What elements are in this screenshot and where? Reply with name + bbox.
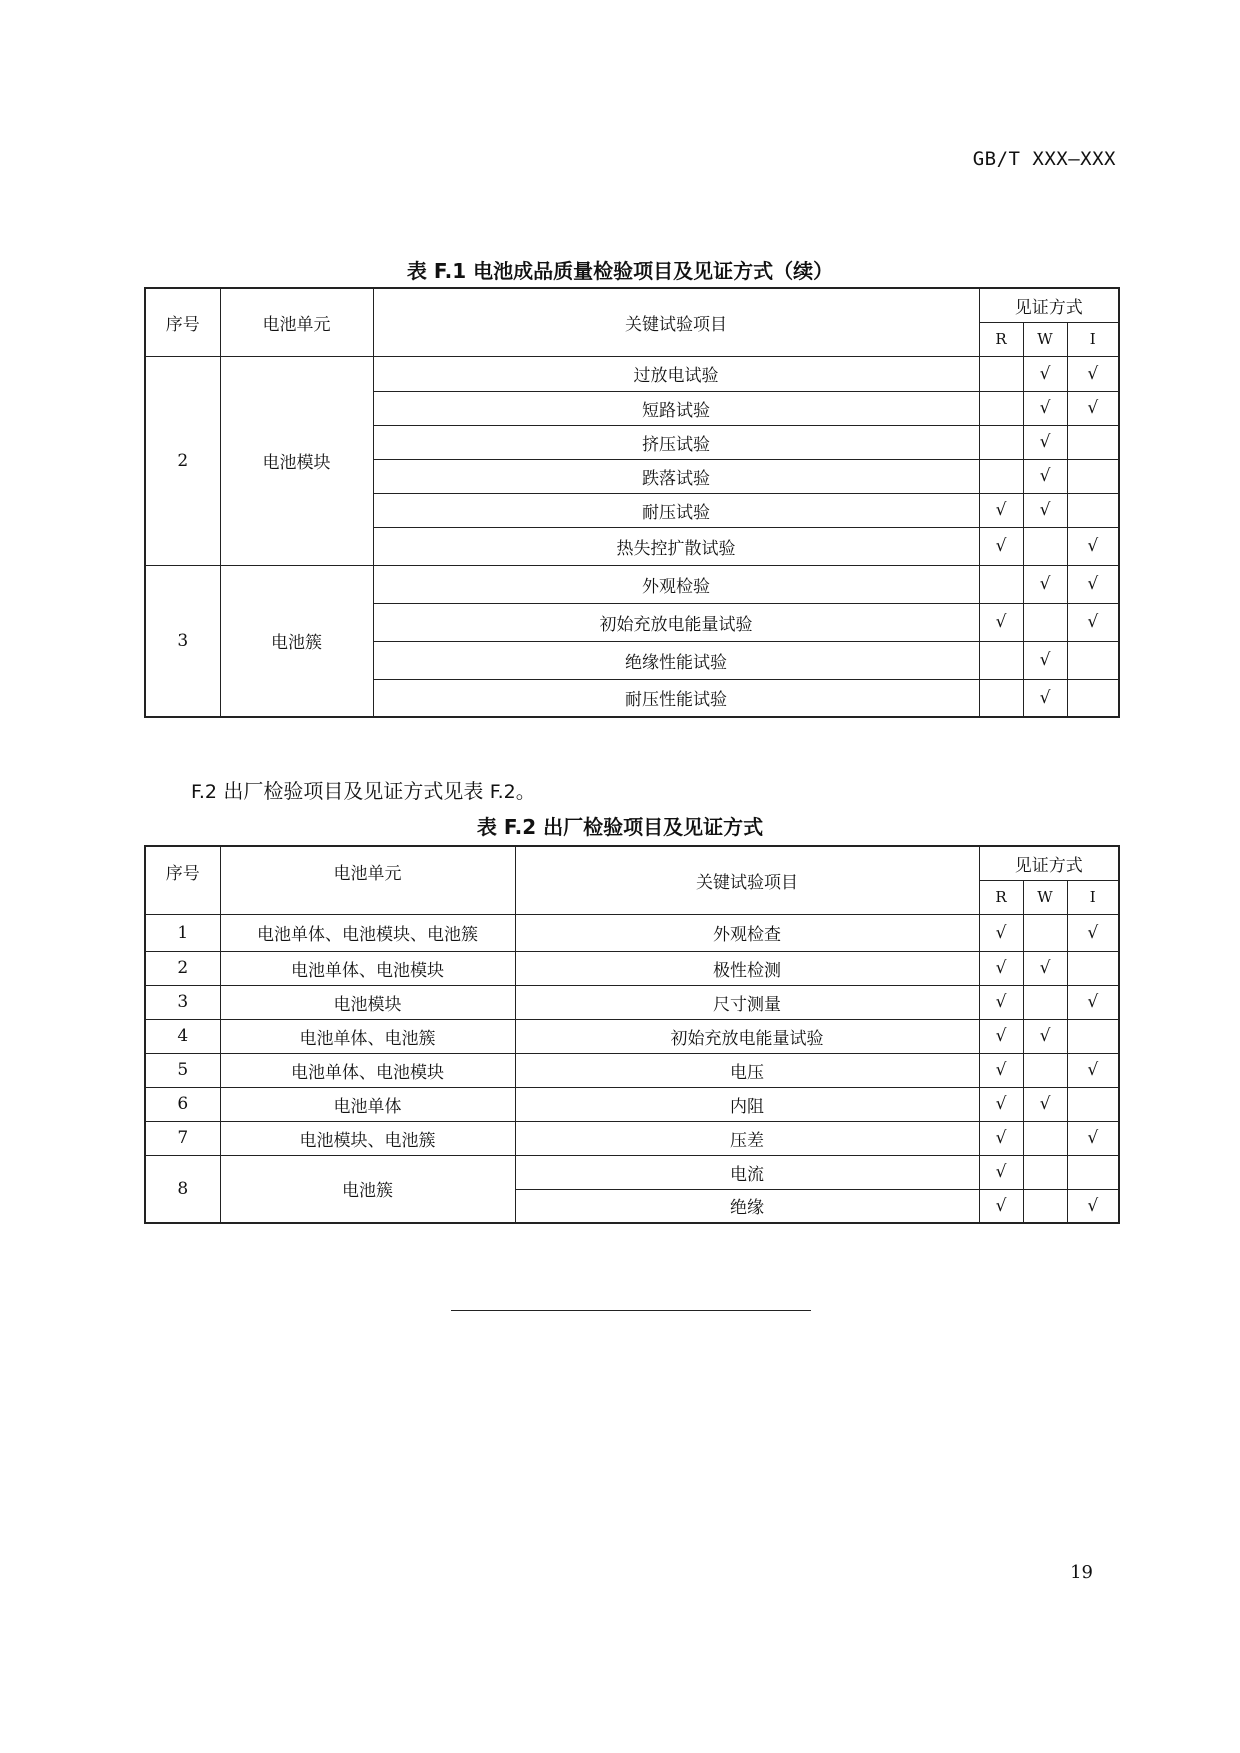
table-row	[145, 356, 1119, 391]
i-check-cell	[1067, 1019, 1119, 1053]
i-check-cell	[1067, 951, 1119, 985]
seq-cell: 4	[145, 1019, 220, 1053]
table-row	[145, 1019, 1119, 1053]
document-code: GB/T XXX—XXX	[972, 148, 1116, 170]
w-check-cell	[1023, 914, 1067, 951]
i-check-cell: √	[1067, 914, 1119, 951]
i-check-cell	[1067, 1155, 1119, 1189]
w-check-cell	[1023, 985, 1067, 1019]
section-f2-paragraph	[191, 775, 536, 804]
seq-cell: 6	[145, 1087, 220, 1121]
w-check-cell	[1023, 527, 1067, 565]
i-check-cell: √	[1067, 391, 1119, 425]
item-cell: 内阻	[515, 1087, 979, 1121]
r-check-cell	[979, 565, 1023, 603]
r-check-cell	[979, 459, 1023, 493]
seq-cell: 3	[145, 565, 220, 717]
r-check-cell	[979, 641, 1023, 679]
seq-cell: 2	[145, 356, 220, 565]
header-item: 关键试验项目	[515, 846, 979, 914]
i-check-cell	[1067, 459, 1119, 493]
w-check-cell: √	[1023, 356, 1067, 391]
paragraph-text: 出厂检验项目及见证方式见表	[217, 779, 490, 803]
unit-cell: 电池簇	[220, 1155, 515, 1223]
header-witness: 见证方式	[979, 846, 1119, 880]
i-check-cell: √	[1067, 603, 1119, 641]
table-row	[145, 1155, 1119, 1189]
item-cell: 外观检查	[515, 914, 979, 951]
i-check-cell	[1067, 493, 1119, 527]
table-row	[145, 985, 1119, 1019]
seq-cell: 2	[145, 951, 220, 985]
table-f2	[144, 845, 1120, 1224]
header-w: W	[1023, 322, 1067, 356]
w-check-cell: √	[1023, 1019, 1067, 1053]
section-number: F.2	[191, 781, 218, 803]
item-cell: 跌落试验	[373, 459, 979, 493]
w-check-cell	[1023, 1053, 1067, 1087]
r-check-cell: √	[979, 603, 1023, 641]
header-i: I	[1067, 322, 1119, 356]
seq-cell: 8	[145, 1155, 220, 1223]
unit-cell: 电池模块	[220, 985, 515, 1019]
item-cell: 绝缘性能试验	[373, 641, 979, 679]
w-check-cell: √	[1023, 1087, 1067, 1121]
item-cell: 挤压试验	[373, 425, 979, 459]
w-check-cell: √	[1023, 641, 1067, 679]
w-check-cell: √	[1023, 459, 1067, 493]
r-check-cell	[979, 679, 1023, 717]
w-check-cell: √	[1023, 391, 1067, 425]
w-check-cell: √	[1023, 425, 1067, 459]
header-seq: 序号	[145, 846, 220, 914]
unit-cell: 电池单体、电池模块	[220, 951, 515, 985]
w-check-cell: √	[1023, 565, 1067, 603]
i-check-cell: √	[1067, 356, 1119, 391]
i-check-cell	[1067, 1087, 1119, 1121]
r-check-cell: √	[979, 951, 1023, 985]
unit-cell: 电池单体、电池模块、电池簇	[220, 914, 515, 951]
seq-cell: 1	[145, 914, 220, 951]
seq-cell: 5	[145, 1053, 220, 1087]
i-check-cell: √	[1067, 1121, 1119, 1155]
item-cell: 过放电试验	[373, 356, 979, 391]
item-cell: 压差	[515, 1121, 979, 1155]
r-check-cell: √	[979, 1019, 1023, 1053]
table-f1-caption: 表 F.1 电池成品质量检验项目及见证方式（续）	[406, 259, 834, 283]
header-r: R	[979, 880, 1023, 914]
w-check-cell	[1023, 1155, 1067, 1189]
r-check-cell	[979, 356, 1023, 391]
r-check-cell	[979, 425, 1023, 459]
header-unit: 电池单元	[220, 846, 515, 914]
seq-cell: 7	[145, 1121, 220, 1155]
unit-cell: 电池簇	[220, 565, 373, 717]
item-cell: 尺寸测量	[515, 985, 979, 1019]
header-item: 关键试验项目	[373, 288, 979, 356]
item-cell: 极性检测	[515, 951, 979, 985]
r-check-cell: √	[979, 1189, 1023, 1223]
table-row	[145, 1087, 1119, 1121]
table-row	[145, 951, 1119, 985]
item-cell: 绝缘	[515, 1189, 979, 1223]
item-cell: 电压	[515, 1053, 979, 1087]
i-check-cell: √	[1067, 1189, 1119, 1223]
seq-cell: 3	[145, 985, 220, 1019]
r-check-cell: √	[979, 1087, 1023, 1121]
table-f1-body	[145, 288, 1119, 717]
r-check-cell: √	[979, 1053, 1023, 1087]
table-f2-body	[145, 846, 1119, 1223]
w-check-cell	[1023, 1121, 1067, 1155]
item-cell: 短路试验	[373, 391, 979, 425]
unit-cell: 电池单体、电池簇	[220, 1019, 515, 1053]
w-check-cell	[1023, 1189, 1067, 1223]
table-row	[145, 914, 1119, 951]
r-check-cell: √	[979, 985, 1023, 1019]
r-check-cell	[979, 391, 1023, 425]
w-check-cell: √	[1023, 493, 1067, 527]
r-check-cell: √	[979, 493, 1023, 527]
table-reference: F.2	[489, 781, 516, 803]
table-row	[145, 1053, 1119, 1087]
r-check-cell: √	[979, 914, 1023, 951]
end-rule	[451, 1310, 811, 1311]
r-check-cell: √	[979, 1121, 1023, 1155]
item-cell: 外观检验	[373, 565, 979, 603]
item-cell: 电流	[515, 1155, 979, 1189]
header-i: I	[1067, 880, 1119, 914]
i-check-cell	[1067, 679, 1119, 717]
i-check-cell: √	[1067, 527, 1119, 565]
w-check-cell: √	[1023, 951, 1067, 985]
item-cell: 耐压性能试验	[373, 679, 979, 717]
page-number: 19	[1070, 1562, 1093, 1583]
header-w: W	[1023, 880, 1067, 914]
header-row	[145, 288, 1119, 322]
header-row	[145, 846, 1119, 880]
header-witness: 见证方式	[979, 288, 1119, 322]
w-check-cell	[1023, 603, 1067, 641]
table-row	[145, 565, 1119, 603]
item-cell: 热失控扩散试验	[373, 527, 979, 565]
item-cell: 耐压试验	[373, 493, 979, 527]
table-f1	[144, 287, 1120, 718]
i-check-cell: √	[1067, 565, 1119, 603]
i-check-cell: √	[1067, 985, 1119, 1019]
item-cell: 初始充放电能量试验	[515, 1019, 979, 1053]
item-cell: 初始充放电能量试验	[373, 603, 979, 641]
unit-cell: 电池单体、电池模块	[220, 1053, 515, 1087]
table-f2-caption: 表 F.2 出厂检验项目及见证方式	[476, 815, 764, 839]
r-check-cell: √	[979, 527, 1023, 565]
r-check-cell: √	[979, 1155, 1023, 1189]
paragraph-end: 。	[515, 779, 536, 803]
header-seq: 序号	[145, 288, 220, 356]
table-row	[145, 1121, 1119, 1155]
i-check-cell	[1067, 425, 1119, 459]
header-r: R	[979, 322, 1023, 356]
i-check-cell: √	[1067, 1053, 1119, 1087]
unit-cell: 电池模块、电池簇	[220, 1121, 515, 1155]
header-unit: 电池单元	[220, 288, 373, 356]
w-check-cell: √	[1023, 679, 1067, 717]
unit-cell: 电池单体	[220, 1087, 515, 1121]
i-check-cell	[1067, 641, 1119, 679]
unit-cell: 电池模块	[220, 356, 373, 565]
